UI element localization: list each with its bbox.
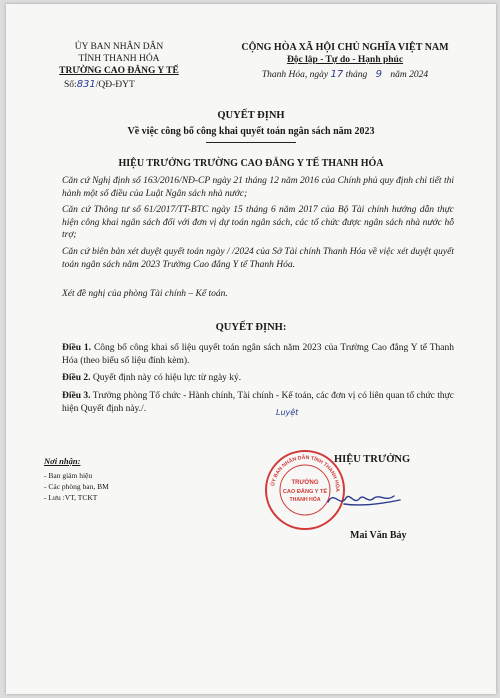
handwritten-day: 17 [330, 69, 344, 80]
right-header [214, 42, 476, 80]
document-number: Số:831/QĐ-ĐYT [64, 79, 135, 90]
signature-icon [324, 486, 404, 510]
article-3-label: Điều 3. [62, 391, 91, 401]
preamble-4: Xét đề nghị của phòng Tài chính – Kế toán. [62, 289, 228, 299]
article-1 [44, 342, 454, 367]
seal-line-3: THANH HÓA [289, 497, 321, 503]
article-3 [44, 390, 454, 415]
national-motto: Độc lập - Tự do - Hạnh phúc [286, 55, 404, 65]
country-name: CỘNG HÒA XÃ HỘI CHỦ NGHĨA VIỆT NAM [241, 42, 449, 53]
province-name: TỈNH THANH HÓA [78, 54, 160, 64]
document-page [6, 4, 496, 694]
preamble-3: Căn cứ biên bản xét duyệt quyết toán ngày / /2024 của Sở Tài chính Thanh Hóa về việc xét duyệt quyết toán ngân sách năm 2023 Trường Cao đẳng Y tế Thanh Hóa. [62, 247, 454, 270]
recipients-heading: Nơi nhận: [44, 456, 81, 466]
handwritten-number: 831 [76, 79, 96, 90]
document-type: QUYẾT ĐỊNH [217, 110, 285, 121]
subject-underline [206, 142, 296, 143]
seal-ring-text: ỦY BAN NHÂN DÂN TỈNH THANH HÓA [270, 454, 341, 492]
document-subject: Về việc công bố công khai quyết toán ngân sách năm 2023 [127, 126, 375, 137]
handwritten-initials: Luyệt [276, 408, 299, 417]
school-name: TRƯỜNG CAO ĐẲNG Y TẾ [59, 66, 179, 76]
article-3-text: Trưởng phòng Tổ chức - Hành chính, Tài chính - Kế toán, các đơn vị có liên quan tổ chức thực hiện Quyết định này./. [62, 391, 454, 414]
seal-line-2: CAO ĐẲNG Y TẾ [282, 489, 328, 495]
decision-heading: QUYẾT ĐỊNH: [215, 322, 287, 333]
issue-date: Thanh Hóa, ngày 17 tháng 9 năm 2024 [261, 69, 429, 80]
recipient-item: - Lưu :VT, TCKT [44, 493, 98, 502]
article-2-text: Quyết định này có hiệu lực từ ngày ký. [92, 373, 242, 383]
preamble-2: Căn cứ Thông tư số 61/2017/TT-BTC ngày 15 tháng 6 năm 2017 của Bộ Tài chính hướng dẫn thực hiện công khai ngân sách đối với đơn vị dự toán ngân sách, các tổ chức được ngân sách nhà nước hỗ trợ; [62, 205, 454, 240]
handwritten-month: 9 [375, 69, 382, 80]
article-2 [44, 372, 454, 385]
recipient-item: - Ban giám hiệu [44, 471, 93, 480]
left-header [44, 42, 194, 90]
authority-name: ỦY BAN NHÂN DÂN [74, 42, 164, 52]
recipients-block [44, 456, 109, 503]
signer-title: HIỆU TRƯỞNG [334, 454, 411, 465]
seal-line-1: TRƯỜNG [291, 480, 319, 486]
article-1-label: Điều 1. [62, 343, 92, 353]
signer-name: Mai Văn Bảy [350, 530, 407, 541]
preamble-1: Căn cứ Nghị định số 163/2016/NĐ-CP ngày 21 tháng 12 năm 2016 của Chính phủ quy định chi tiết thi hành một số điều của Luật Ngân sách nhà nước; [62, 176, 454, 199]
article-2-label: Điều 2. [62, 373, 91, 383]
recipient-item: - Các phòng ban, BM [44, 482, 109, 491]
issuer-title: HIỆU TRƯỞNG TRƯỜNG CAO ĐẲNG Y TẾ THANH HÓA [118, 158, 384, 169]
article-1-text: Công bố công khai số liệu quyết toán ngân sách năm 2023 của Trường Cao đẳng Y tế Thanh Hóa (theo biểu số liệu đính kèm). [62, 343, 455, 366]
